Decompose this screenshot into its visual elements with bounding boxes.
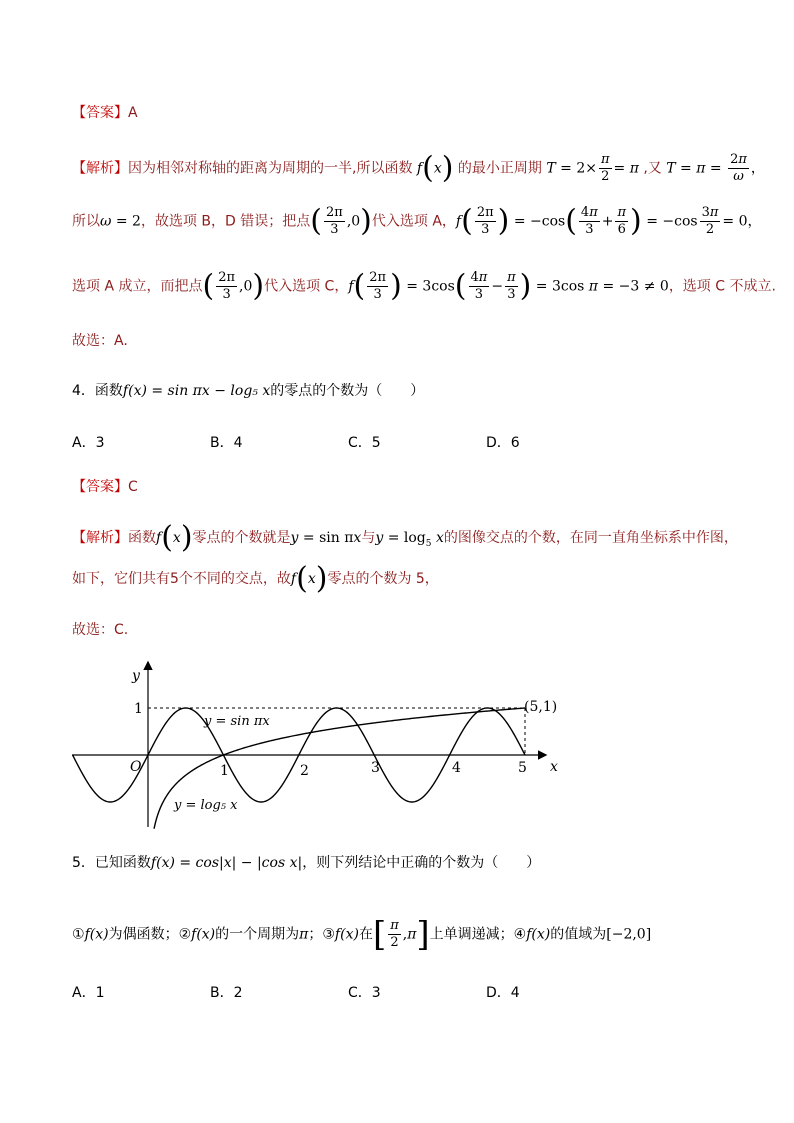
q5-option-c: C．3 <box>348 985 381 1001</box>
q5-stem: 5．已知函数f(x) = cos|x| − |cos x|，则下列结论中正确的个数为（ ） <box>72 855 541 871</box>
q4-option-c: C．5 <box>348 435 381 451</box>
analysis-tag: 【解析】 <box>72 160 128 177</box>
q5-statements: ①f(x)为偶函数；②f(x)的一个周期为π；③f(x)在[ $\frac{\pi}{2}$ ,π]上单调递减；④f(x)的值域为[−2,0] <box>72 914 652 955</box>
q5-formula: f(x) = cos|x| − |cos x| <box>150 855 303 871</box>
q3-analysis-line-3: 选项 A 成立，而把点( $\frac{2\pi}{3}$ ,0)代入选项 C，f( $\frac{2\pi}{3}$ ) = 3cos( $\frac{4\pi}{3}$ − $\frac{\pi}{3}$ ) = 3cos π = −3 ≠ 0，选项 C 不成立. <box>72 268 776 304</box>
y-axis-label: y <box>132 668 140 684</box>
x-tick-4: 4 <box>452 760 461 776</box>
x-tick-5: 5 <box>518 760 527 776</box>
x-tick-2: 2 <box>300 763 309 779</box>
q4-formula: f(x) = sin πx − log₅ x <box>122 383 271 399</box>
q3-answer-line <box>72 103 138 123</box>
log-curve-label: y = log₅ x <box>174 798 238 813</box>
q3-conclusion: 故选：A. <box>72 333 128 349</box>
answer-value: C <box>128 479 138 495</box>
q4-analysis-line-2: 如下，它们共有5个不同的交点，故f(x)零点的个数为 5， <box>72 561 439 596</box>
answer-tag: 【答案】 <box>72 105 128 121</box>
q4-option-d: D．6 <box>486 435 520 451</box>
answer-tag: 【答案】 <box>72 479 128 495</box>
sin-curve-label: y = sin πx <box>204 714 270 729</box>
q3-analysis-line-2: 所以ω = 2，故选项 B，D 错误；把点( $\frac{2\pi}{3}$ ,0)代入选项 A，f( $\frac{2\pi}{3}$ ) = −cos( $\frac{4\pi}{3}$ + $\frac{\pi}{6}$ ) = −cos $\frac{3\pi}{2}$ = 0， <box>72 203 762 239</box>
x-tick-3: 3 <box>371 760 380 776</box>
q4-stem: 4．函数f(x) = sin πx − log₅ x的零点的个数为（ ） <box>72 383 425 399</box>
q4-conclusion: 故选：C. <box>72 622 129 638</box>
x-axis-label: x <box>550 759 558 775</box>
answer-value: A <box>128 105 138 121</box>
q4-analysis-line-1: 【解析】函数f(x)零点的个数就是y = sin πx与$y = \log_5 x$的图像交点的个数，在同一直角坐标系中作图， <box>72 520 738 555</box>
x-tick-1: 1 <box>220 763 229 779</box>
q5-option-a: A．1 <box>72 985 105 1001</box>
q4-option-a: A．3 <box>72 435 105 451</box>
q4-answer-line <box>72 477 138 497</box>
y-tick-1: 1 <box>134 701 143 717</box>
q3-analysis-line-1: 【解析】因为相邻对称轴的距离为周期的一半,所以函数 f(x) 的最小正周期 T = 2× $\frac{\pi}{2}$ = π ,又 T = π = $\frac{2\pi}{\omega}$ ， <box>72 150 765 186</box>
point-label: (5,1) <box>524 699 558 715</box>
q5-option-d: D．4 <box>486 985 520 1001</box>
q4-option-b: B．4 <box>210 435 243 451</box>
origin-label: O <box>130 759 142 775</box>
q5-option-b: B．2 <box>210 985 243 1001</box>
function-graph <box>60 655 570 835</box>
